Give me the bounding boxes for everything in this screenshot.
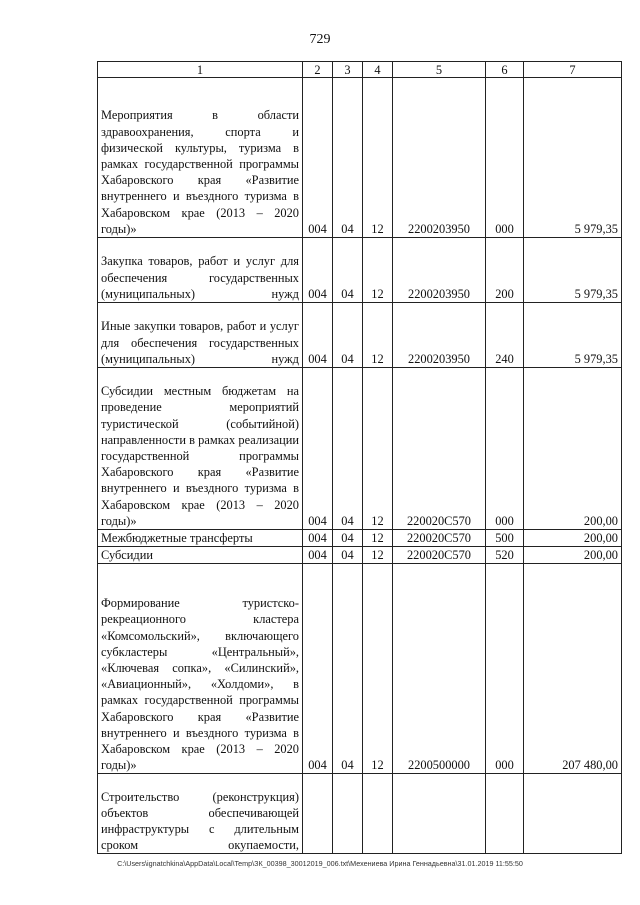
row-type: 240: [486, 303, 524, 368]
row-target: 2200203950: [393, 78, 486, 238]
row-amount: 200,00: [524, 547, 622, 564]
header-cell: 5: [393, 62, 486, 78]
row-subsection: 12: [363, 368, 393, 530]
row-target: 220020С570: [393, 368, 486, 530]
row-subsection: 12: [363, 238, 393, 303]
row-section: 04: [333, 78, 363, 238]
row-name: Межбюджетные трансферты: [98, 530, 303, 547]
row-name: Субсидии: [98, 547, 303, 564]
table-row: [98, 547, 622, 564]
row-amount: 5 979,35: [524, 78, 622, 238]
row-type: 520: [486, 547, 524, 564]
row-section: [333, 774, 363, 854]
row-name: Иные закупки товаров, работ и услуг для обеспечения государственных (муниципальных) нужд: [98, 303, 303, 368]
row-section: 04: [333, 530, 363, 547]
row-ministry: 004: [303, 547, 333, 564]
row-ministry: 004: [303, 238, 333, 303]
row-name: Мероприятия в области здравоохранения, спорта и физической культуры, туризма в рамках государственной программы Хабаровского края «Развитие внутреннего и въездного туризма в Хабаровском крае (2013 – 2020 годы)»: [98, 78, 303, 238]
header-cell: 7: [524, 62, 622, 78]
row-amount: 5 979,35: [524, 303, 622, 368]
page-number: 729: [309, 32, 331, 47]
budget-table: [97, 61, 622, 854]
table-row: [98, 303, 622, 368]
row-amount: 200,00: [524, 368, 622, 530]
header-cell: 6: [486, 62, 524, 78]
row-subsection: 12: [363, 78, 393, 238]
row-amount: 207 480,00: [524, 564, 622, 774]
row-type: 000: [486, 78, 524, 238]
table-row: [98, 530, 622, 547]
row-subsection: 12: [363, 564, 393, 774]
row-target: 220020С570: [393, 547, 486, 564]
row-target: 2200500000: [393, 564, 486, 774]
table-row: [98, 368, 622, 530]
row-name: Формирование туристско-рекреационного кластера «Комсомольский», включающего субкластеры «Центральный», «Ключевая сопка», «Силинский», «Авиационный», «Холдоми», в рамках государственной программы Хабаровского края «Развитие внутреннего и въездного туризма в Хабаровском крае (2013 – 2020 годы)»: [98, 564, 303, 774]
row-ministry: 004: [303, 78, 333, 238]
table-row: [98, 774, 622, 854]
header-row: [98, 62, 622, 78]
row-subsection: [363, 774, 393, 854]
row-amount: [524, 774, 622, 854]
row-subsection: 12: [363, 303, 393, 368]
row-amount: 5 979,35: [524, 238, 622, 303]
header-cell: 1: [98, 62, 303, 78]
row-section: 04: [333, 564, 363, 774]
table-row: [98, 564, 622, 774]
header-cell: 3: [333, 62, 363, 78]
row-amount: 200,00: [524, 530, 622, 547]
row-type: 000: [486, 564, 524, 774]
row-section: 04: [333, 238, 363, 303]
row-type: [486, 774, 524, 854]
header-cell: 4: [363, 62, 393, 78]
row-name: Субсидии местным бюджетам на проведение мероприятий туристической (событийной) направленности в рамках реализации государственной программы Хабаровского края «Развитие внутреннего и въездного туризма в Хабаровском крае (2013 – 2020 годы)»: [98, 368, 303, 530]
table-row: [98, 78, 622, 238]
row-ministry: 004: [303, 303, 333, 368]
row-target: [393, 774, 486, 854]
row-ministry: 004: [303, 368, 333, 530]
row-subsection: 12: [363, 547, 393, 564]
row-name: Строительство (реконструкция) объектов обеспечивающей инфраструктуры с длительным сроком окупаемости,: [98, 774, 303, 854]
row-ministry: [303, 774, 333, 854]
row-section: 04: [333, 547, 363, 564]
row-target: 2200203950: [393, 238, 486, 303]
row-subsection: 12: [363, 530, 393, 547]
row-type: 000: [486, 368, 524, 530]
row-name: Закупка товаров, работ и услуг для обеспечения государственных (муниципальных) нужд: [98, 238, 303, 303]
row-section: 04: [333, 303, 363, 368]
row-target: 2200203950: [393, 303, 486, 368]
footer-file-path: C:\Users\ignatchkina\AppData\Local\Temp\ЗК_00398_30012019_006.txt\Мехениева Ирина Геннадьевна\31.01.2019 11:55:50: [117, 859, 523, 868]
row-ministry: 004: [303, 530, 333, 547]
row-ministry: 004: [303, 564, 333, 774]
row-type: 200: [486, 238, 524, 303]
header-cell: 2: [303, 62, 333, 78]
row-target: 220020С570: [393, 530, 486, 547]
row-type: 500: [486, 530, 524, 547]
table-row: [98, 238, 622, 303]
row-section: 04: [333, 368, 363, 530]
